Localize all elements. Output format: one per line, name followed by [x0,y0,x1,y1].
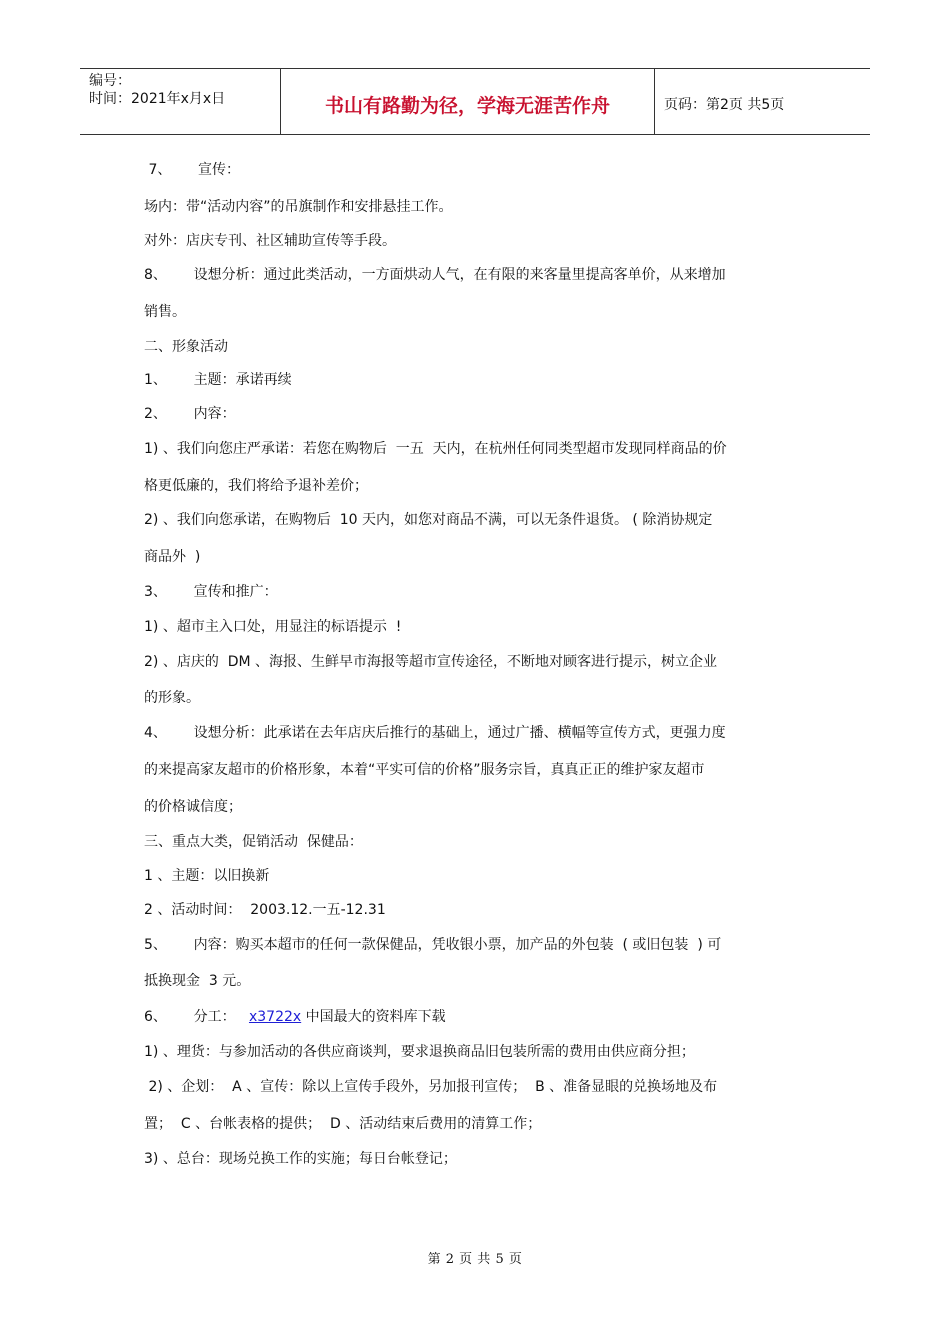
text-line: 的形象。 [144,690,200,706]
text-line: 置； C 、台帐表格的提供； D 、活动结束后费用的清算工作； [144,1116,542,1132]
text-line: 2 、活动时间： 2003.12.一五-12.31 [144,902,386,918]
header-page-code: 页码：第2页 共5页 [664,97,785,113]
section-heading: 三、重点大类，促销活动 保健品： [144,834,363,850]
text-line: 1) 、我们向您庄严承诺：若您在购物后 一五 天内，在杭州任何同类型超市发现同样商品的价 [144,441,727,457]
text-line: 5、 内容：购买本超市的任何一款保健品，凭收银小票，加产品的外包装 ( 或旧包装 ) 可 [144,937,722,953]
text-line: 1、 主题：承诺再续 [144,372,292,388]
text-line: 抵换现金 3 元。 [144,973,251,989]
section-heading: 二、形象活动 [144,339,228,355]
text-line: 对外：店庆专刊、社区辅助宣传等手段。 [144,233,396,249]
header-motto: 书山有路勤为径，学海无涯苦作舟 [324,95,610,117]
text-line: 4、 设想分析：此承诺在去年店庆后推行的基础上，通过广播、横幅等宣传方式，更强力度 [144,725,726,741]
document-number-label: 编号： [89,73,131,89]
page-footer: 第 2 页 共 5 页 [427,1252,523,1267]
text-line: 的价格诚信度； [144,799,242,815]
download-link[interactable]: x3722x [248,1009,302,1025]
line-prefix: 6、 分工： [144,1009,249,1025]
header-right-cell [655,69,870,134]
text-line-with-link [144,1007,446,1027]
text-line: 1) 、超市主入口处，用显注的标语提示 ! [144,619,402,635]
text-line: 2、 内容： [144,406,236,422]
text-line: 2) 、企划： A 、宣传：除以上宣传手段外，另加报刊宣传； B 、准备显眼的兑换场地及布 [144,1079,718,1095]
text-line: 1) 、理货：与参加活动的各供应商谈判，要求退换商品旧包装所需的费用由供应商分担； [144,1044,695,1060]
document-header [80,68,870,135]
header-left-cell [80,69,281,134]
text-line: 3、 宣传和推广： [144,584,278,600]
text-line: 销售。 [144,304,186,320]
text-line: 场内：带“活动内容”的吊旗制作和安排悬挂工作。 [144,199,453,215]
document-date: 时间：2021年x月x日 [89,91,226,107]
text-line: 商品外 ) [144,549,201,565]
text-line: 8、 设想分析：通过此类活动，一方面烘动人气，在有限的来客量里提高客单价，从来增加 [144,267,726,283]
text-line: 的来提高家友超市的价格形象，本着“平实可信的价格”服务宗旨，真真正正的维护家友超市 [144,762,705,778]
text-line: 7、 宣传： [144,162,241,178]
text-line: 2) 、店庆的 DM 、海报、生鲜早市海报等超市宣传途径，不断地对顾客进行提示，树立企业 [144,654,718,670]
text-line: 3) 、总台：现场兑换工作的实施；每日台帐登记； [144,1151,457,1167]
header-middle-cell [281,69,655,134]
text-line: 1 、主题：以旧换新 [144,868,270,884]
text-line: 2) 、我们向您承诺，在购物后 10 天内，如您对商品不满，可以无条件退货。 ( 除消协规定 [144,512,713,528]
line-suffix: 中国最大的资料库下载 [301,1009,446,1025]
text-line: 格更低廉的，我们将给予退补差价； [144,478,368,494]
